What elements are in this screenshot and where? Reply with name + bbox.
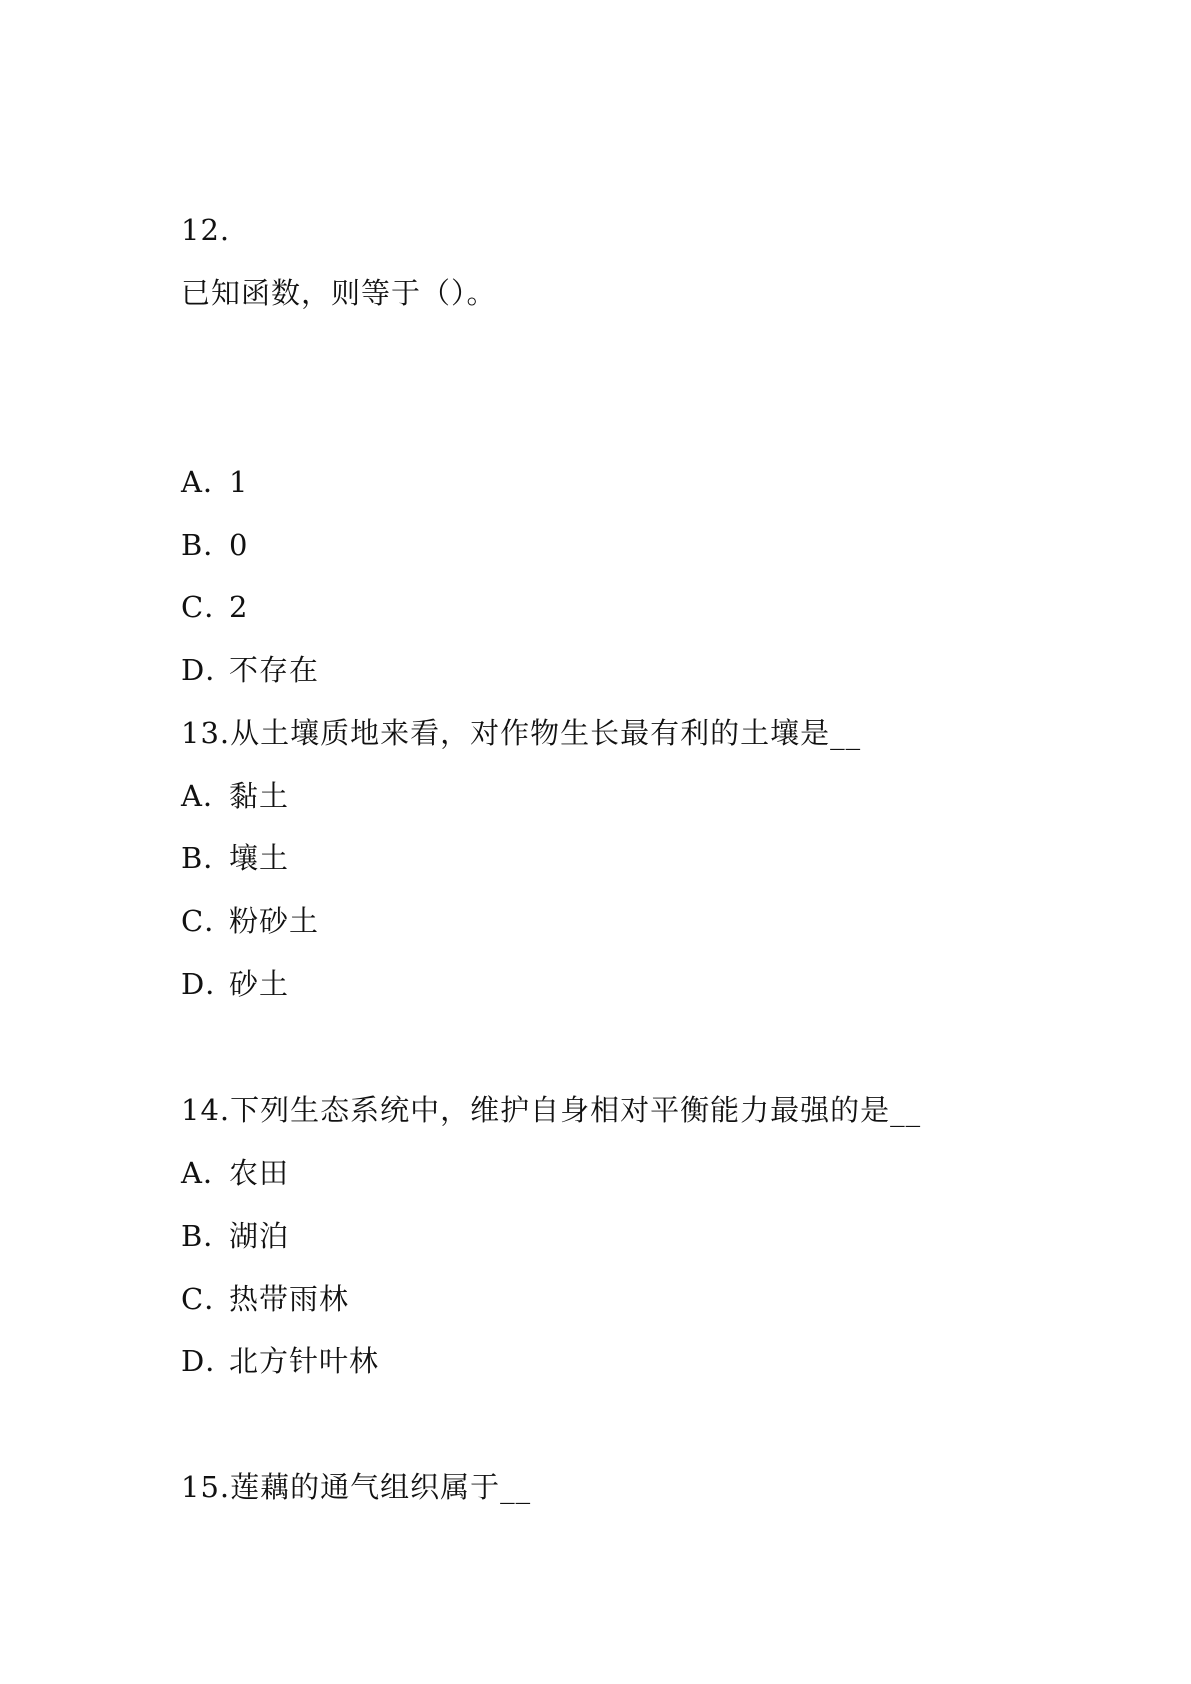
q14-option-d — [181, 1341, 379, 1381]
option-letter: D． — [181, 967, 236, 1001]
q12-stem: 已知函数，则等于（）。 — [181, 276, 497, 310]
option-text: 1 — [229, 465, 249, 499]
q13-option-c — [181, 901, 319, 941]
option-letter: C． — [181, 590, 235, 624]
q14-option-c — [181, 1279, 349, 1319]
option-letter: B． — [181, 1219, 234, 1253]
q13-option-b — [181, 838, 289, 878]
option-text: 粉砂土 — [229, 904, 320, 938]
option-text: 壤土 — [229, 841, 290, 875]
option-letter: A． — [181, 1156, 233, 1190]
q15-stem: 15.莲藕的通气组织属于__ — [181, 1470, 532, 1504]
option-letter: C． — [181, 904, 235, 938]
q13-option-d — [181, 964, 289, 1004]
q13-stem: 13.从土壤质地来看，对作物生长最有利的土壤是__ — [181, 716, 862, 750]
q12-option-d — [181, 650, 319, 690]
q14-option-a — [181, 1153, 289, 1193]
option-text: 湖泊 — [229, 1219, 290, 1253]
option-letter: D． — [181, 653, 236, 687]
option-text: 北方针叶林 — [229, 1344, 380, 1378]
option-letter: D． — [181, 1344, 236, 1378]
option-letter: B． — [181, 528, 234, 562]
option-text: 农田 — [229, 1156, 290, 1190]
q12-number: 12. — [181, 213, 231, 247]
q14-option-b — [181, 1216, 289, 1256]
option-letter: A． — [181, 465, 233, 499]
option-text: 2 — [229, 590, 249, 624]
option-letter: A． — [181, 779, 233, 813]
q12-option-b — [181, 525, 248, 565]
option-letter: C． — [181, 1282, 235, 1316]
option-text: 热带雨林 — [229, 1282, 350, 1316]
q13-option-a — [181, 776, 289, 816]
option-letter: B． — [181, 841, 234, 875]
q12-option-c — [181, 587, 248, 627]
option-text: 黏土 — [229, 779, 290, 813]
option-text: 0 — [229, 528, 249, 562]
option-text: 不存在 — [229, 653, 320, 687]
option-text: 砂土 — [229, 967, 290, 1001]
q12-option-a — [181, 462, 248, 502]
q14-stem: 14.下列生态系统中，维护自身相对平衡能力最强的是__ — [181, 1093, 922, 1127]
